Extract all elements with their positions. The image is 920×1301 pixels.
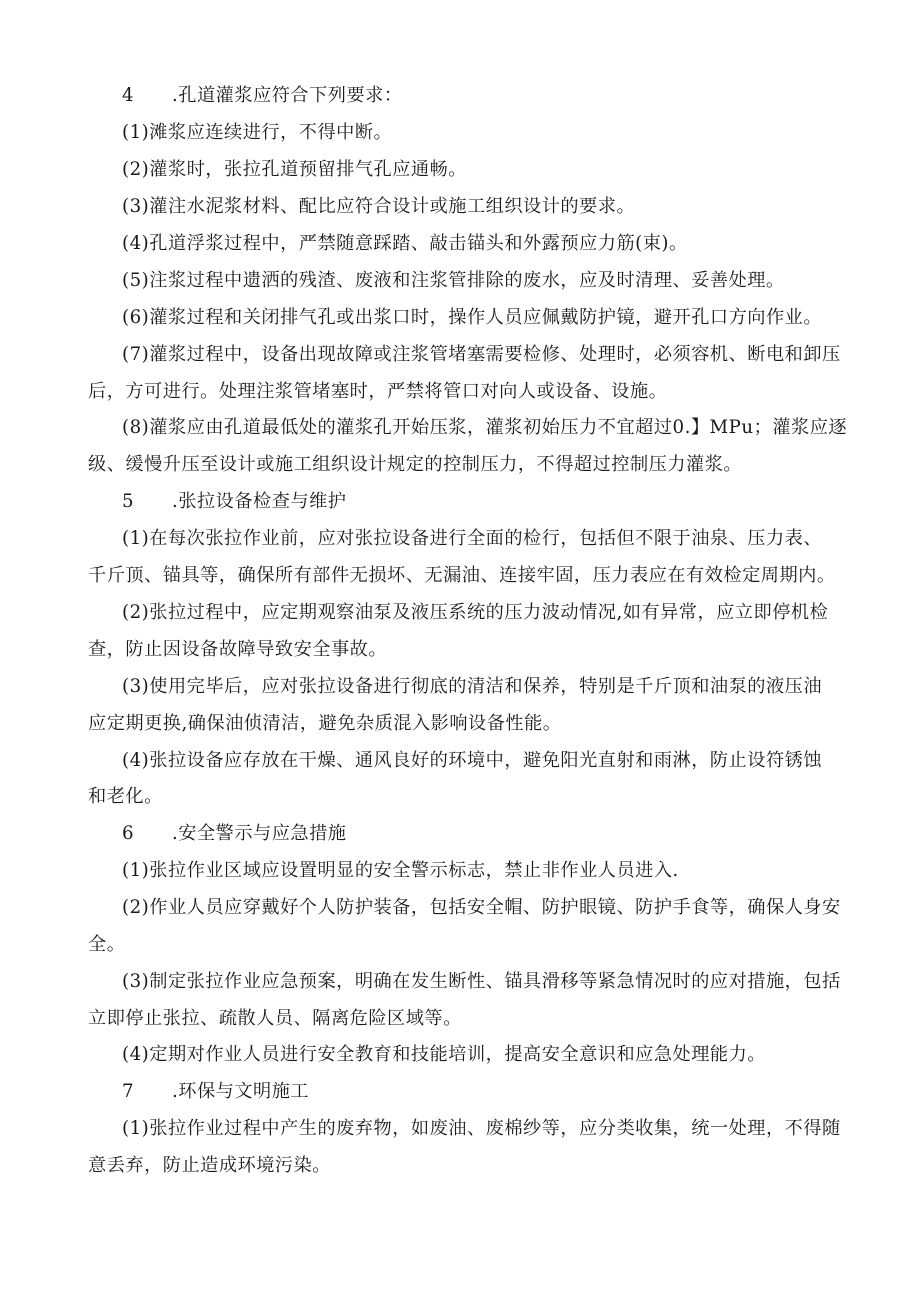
- paragraph-line: 应定期更换,确保油侦清洁，避免杂质混入影响设备性能。: [88, 713, 562, 734]
- paragraph-line: (1)在每次张拉作业前，应对张拉设备进行全面的检行，包括但不限于油泉、压力表、: [122, 528, 823, 549]
- paragraph-line: 和老化。: [88, 786, 163, 807]
- section-heading-4: [122, 84, 403, 108]
- section-title: .安全警示与应急措施: [172, 823, 347, 844]
- section-title: .孔道灌浆应符合下列要求：: [172, 85, 403, 106]
- paragraph-line: 立即停止张拉、疏散人员、隔离危险区域等。: [88, 1008, 462, 1029]
- paragraph-line: (6)灌浆过程和关闭排气孔或出浆口时，操作人员应佩戴防护镜，避开孔口方向作业。: [122, 307, 823, 328]
- paragraph-line: 后，方可进行。处理注浆管堵塞时，严禁将管口对向人或设备、设施。: [88, 381, 668, 402]
- section-heading-7: [122, 1080, 309, 1104]
- paragraph-line: (1)张拉作业区域应设置明显的安全警示标志，禁止非作业人员进入.: [122, 860, 679, 881]
- section-number: 4: [122, 85, 135, 106]
- paragraph-line: (3)灌注水泥浆材料、配比应符合设计或施工组织设计的要求。: [122, 196, 636, 217]
- paragraph-line: (5)注浆过程中遗洒的残渣、废液和注浆管排除的废水，应及时清理、妥善处理。: [122, 270, 785, 291]
- paragraph-line: 全。: [88, 934, 126, 955]
- paragraph-line: 查，防止因设备故障导致安全事故。: [88, 639, 388, 660]
- section-title: .张拉设备检查与维护: [172, 491, 347, 512]
- paragraph-line: (7)灌浆过程中，设备出现故障或注浆管堵塞需要检修、处理时，必须容机、断电和卸压: [122, 344, 841, 365]
- section-number: 6: [122, 823, 135, 844]
- paragraph-line: (4)定期对作业人员进行安全教育和技能培训，提高安全意识和应急处理能力。: [122, 1044, 766, 1065]
- section-number: 5: [122, 491, 135, 512]
- section-heading-5: [122, 490, 346, 514]
- paragraph-line: (2)作业人员应穿戴好个人防护装备，包括安全帽、防护眼镜、防护手食等，确保人身安: [122, 897, 841, 918]
- paragraph-line: (3)使用完毕后，应对张拉设备进行彻底的清洁和保养，特别是千斤顶和油泵的液压油: [122, 676, 823, 697]
- section-heading-6: [122, 822, 346, 846]
- section-title: .环保与文明施工: [172, 1081, 310, 1102]
- paragraph-line: (3)制定张拉作业应急预案，明确在发生断性、锚具滑移等紧急情况时的应对措施，包括: [122, 971, 841, 992]
- paragraph-line: 意丢弃，防止造成环境污染。: [88, 1155, 331, 1176]
- paragraph-line: (8)灌浆应由孔道最低处的灌浆孔开始压浆，灌浆初始压力不宜超过0.】MPu；灌浆应逐: [122, 417, 848, 438]
- paragraph-line: 千斤顶、锚具等，确保所有部件无损坏、无漏油、连接牢固，压力表应在有效检定周期内。: [88, 565, 836, 586]
- paragraph-line: 级、缓慢升压至设计或施工组织设计规定的控制压力，不得超过控制压力灌浆。: [88, 454, 743, 475]
- section-number: 7: [122, 1081, 135, 1102]
- paragraph-line: (2)张拉过程中，应定期观察油泵及液压系统的压力波动情况,如有异常，应立即停机检: [122, 602, 829, 623]
- paragraph-line: (1)滩浆应连续进行，不得中断。: [122, 122, 393, 143]
- paragraph-line: (2)灌浆时，张拉孔道预留排气孔应通畅。: [122, 159, 467, 180]
- paragraph-line: (4)孔道浮浆过程中，严禁随意踩踏、敲击锚头和外露预应力筋(束)。: [122, 233, 688, 254]
- paragraph-line: (4)张拉设备应存放在干燥、通风良好的环境中，避免阳光直射和雨淋，防止设符锈蚀: [122, 750, 823, 771]
- paragraph-line: (1)张拉作业过程中产生的废弃物，如废油、废棉纱等，应分类收集，统一处理，不得随: [122, 1118, 841, 1139]
